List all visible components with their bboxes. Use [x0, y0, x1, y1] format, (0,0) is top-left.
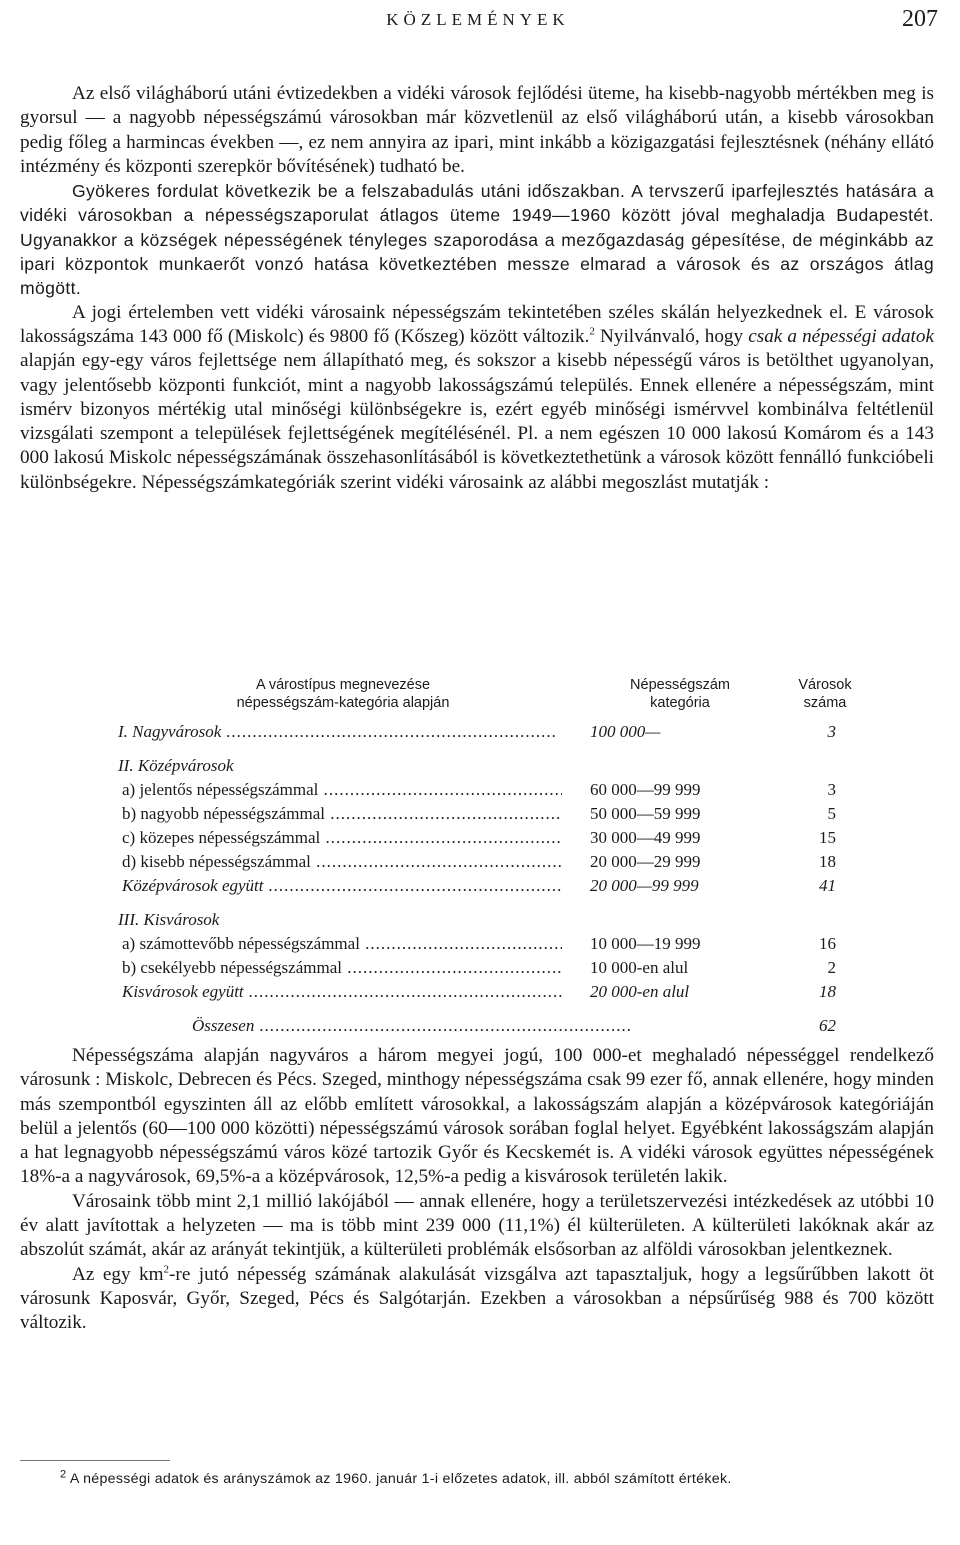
row-name: Összesen ..... — [192, 1014, 632, 1038]
footnote — [20, 1470, 934, 1489]
table-row — [112, 850, 872, 874]
row-category: 10 000-en alul — [590, 958, 689, 977]
header-count-line2: száma — [803, 695, 847, 711]
paragraph-1: Az első világháború utáni évtizedekben a vidéki városok fejlődési üteme, ha kisebb-nagyobb mértékben meg is gyorsul — a nagyobb népességszámú városokban már közvetlenül az első világháború után, a kisebb városokban pedig főleg a harmincas években —, ez nem annyira az ipari, mint inkább a közigazgatási fejlesztésnek (néhány ellátó intézmény és központi szerepkör bővítésének) tudható be. — [20, 83, 934, 177]
header-category-line2: kategória — [650, 695, 710, 711]
city-category-table — [112, 676, 872, 1038]
page-header — [18, 6, 938, 36]
table-header-count — [774, 676, 876, 712]
row-category: 50 000—59 999 — [590, 804, 701, 823]
table-row — [112, 826, 872, 850]
row-category: 30 000—49 999 — [590, 828, 701, 847]
row-count: 16 — [819, 934, 836, 953]
header-type-line2: népességszám-kategória alapján — [236, 695, 450, 711]
table-row — [112, 720, 872, 744]
table-row — [112, 754, 872, 778]
body-text-top — [20, 82, 934, 495]
row-category: 100 000— — [590, 722, 661, 741]
row-category: 20 000-en alul — [590, 982, 690, 1001]
header-count-line1: Városok — [798, 677, 852, 693]
row-name: b) nagyobb népességszámmal ..... — [122, 802, 562, 826]
paragraph-3-part-c: alapján egy-egy város fejlettsége nem állapítható meg, és sokszor a kisebb népességű város is betölthet ugyanolyan, vagy jelentősebb központi funkciót, mint a nagyobb lakosságszámú település. Ennek ellenére a népességszám, mint ismérv bizonyos mértékig utal minőségi különbségekre is, ezért egyéb minőségi ismérvvel kombinálva feltétlenül vizsgálati szempont a települések fejlettségének megítélésénél. Pl. a nem egészen 10 000 lakosú Komárom és a 143 000 lakosú Miskolc népességszámának összehasonlításából is következtethetünk a városok között fennálló funkcióbeli különbségekre. Népességszámkategóriák szerint vidéki városaink az alábbi megoszlást mutatják : — [20, 350, 934, 493]
paragraph-6-part-b: -re jutó népesség számának alakulását vizsgálva azt tapasztaljuk, hogy a legsűrűbben lakott öt városunk Kaposvár, Győr, Szeged, Pécs és Salgótarján. Ezekben a városokban a népsűrűség 988 és 700 között változik. — [20, 1263, 934, 1334]
page-number: 207 — [902, 6, 938, 32]
row-count: 62 — [819, 1016, 836, 1035]
table-header-category — [582, 676, 778, 712]
row-name: a) jelentős népességszámmal ..... — [122, 778, 562, 802]
table-row — [112, 980, 872, 1004]
footnote-text: A népességi adatok és arányszámok az 1960. január 1-i előzetes adatok, ill. abból számított értékek. — [66, 1471, 732, 1487]
paragraph-3 — [20, 301, 934, 495]
row-name: a) számottevőbb népességszámmal ..... — [122, 932, 562, 956]
row-name: Középvárosok együtt ..... — [122, 874, 562, 898]
paragraph-2: Gyökeres fordulat következik be a felszabadulás utáni időszakban. A tervszerű iparfejlesztés hatására a vidéki városokban a népességszaporulat átlagos üteme 1949—1960 között jóval meghaladja Budapestét. Ugyanakkor a községek népességének tényleges szaporodása a mezőgazdaság gépesítése, de méginkább az ipari központok munkaerőt vonzó hatása következtében messze elmarad a városok és az országos átlag mögött. — [20, 181, 934, 299]
row-category: 10 000—19 999 — [590, 934, 701, 953]
table-row — [112, 908, 872, 932]
row-count: 3 — [827, 722, 836, 741]
row-count: 15 — [819, 828, 836, 847]
body-text-bottom — [20, 1044, 934, 1336]
table-row — [112, 778, 872, 802]
paragraph-5: Városaink több mint 2,1 millió lakójából — annak ellenére, hogy a területszervezési intézkedések az utóbbi 10 év alatt javítottak a helyzeten — ma is több mint 239 000 (11,1%) él külterületen. A külterületi lakóknak akár az abszolút számát, akár az arányát tekintjük, a külterületi problémák elsősorban az alföldi városokban jelentkeznek. — [20, 1190, 934, 1261]
row-count: 3 — [827, 780, 836, 799]
paragraph-3-part-b: Nyilvánvaló, hogy — [594, 325, 749, 347]
row-count: 41 — [819, 876, 836, 895]
row-count: 18 — [819, 982, 836, 1001]
running-head: KÖZLEMÉNYEK — [386, 10, 570, 29]
paragraph-4: Népességszáma alapján nagyváros a három megyei jogú, 100 000-et meghaladó népességgel rendelkező városunk : Miskolc, Debrecen és Pécs. Szeged, minthogy népességszáma csak 99 ezer fő, annak ellenére, hogy minden más szempontból egyszinten áll az előbb említett városokkal, a lakosságszám alapján a középvárosok kategóriáján belül a jelentős (60—100 000 közötti) népességszámú városok sorában foglal helyet. Egyébként lakosságszám alapján a hat legnagyobb népességszámú város közé tartozik Győr és Kecskemét is. A vidéki városok együttes népességének 18%-a a nagyvárosok, 69,5%-a a középvárosok, 12,5%-a pedig a kisvárosok területén lakik. — [20, 1045, 934, 1188]
paragraph-3-emphasis: csak a népességi adatok — [748, 325, 935, 347]
paragraph-6 — [20, 1263, 934, 1336]
table-row — [112, 802, 872, 826]
table-header — [112, 676, 872, 720]
row-name: b) csekélyebb népességszámmal ..... — [122, 956, 562, 980]
table-row — [112, 956, 872, 980]
row-name: II. Középvárosok — [118, 756, 234, 775]
row-name: I. Nagyvárosok ..... — [118, 720, 558, 744]
row-count: 18 — [819, 852, 836, 871]
row-category: 20 000—99 999 — [590, 876, 699, 895]
table-row — [112, 874, 872, 898]
table-row — [112, 932, 872, 956]
row-name: d) kisebb népességszámmal ..... — [122, 850, 562, 874]
footnote-marker: 2 — [60, 1468, 67, 1481]
row-name: III. Kisvárosok — [118, 910, 220, 929]
footnote-ref: 2 — [589, 325, 595, 338]
row-name: Kisvárosok együtt ..... — [122, 980, 562, 1004]
row-name: c) közepes népességszámmal ..... — [122, 826, 562, 850]
header-type-line1: A várostípus megnevezése — [255, 677, 431, 693]
footnote-rule — [20, 1460, 170, 1461]
superscript: 2 — [163, 1263, 170, 1276]
table-header-type — [112, 676, 574, 712]
row-category: 20 000—29 999 — [590, 852, 701, 871]
paragraph-6-part-a: Az egy km — [72, 1263, 164, 1285]
row-count: 5 — [827, 804, 836, 823]
row-category: 60 000—99 999 — [590, 780, 701, 799]
header-category-line1: Népességszám — [630, 677, 730, 693]
table-row-total — [112, 1014, 872, 1038]
row-count: 2 — [827, 958, 836, 977]
paragraph-3-part-a: A jogi értelemben vett vidéki városaink népességszám tekintetében széles skálán helyezkednek el. E városok lakosságszáma 143 000 fő (Miskolc) és 9800 fő (Kőszeg) között változik. — [20, 301, 934, 347]
